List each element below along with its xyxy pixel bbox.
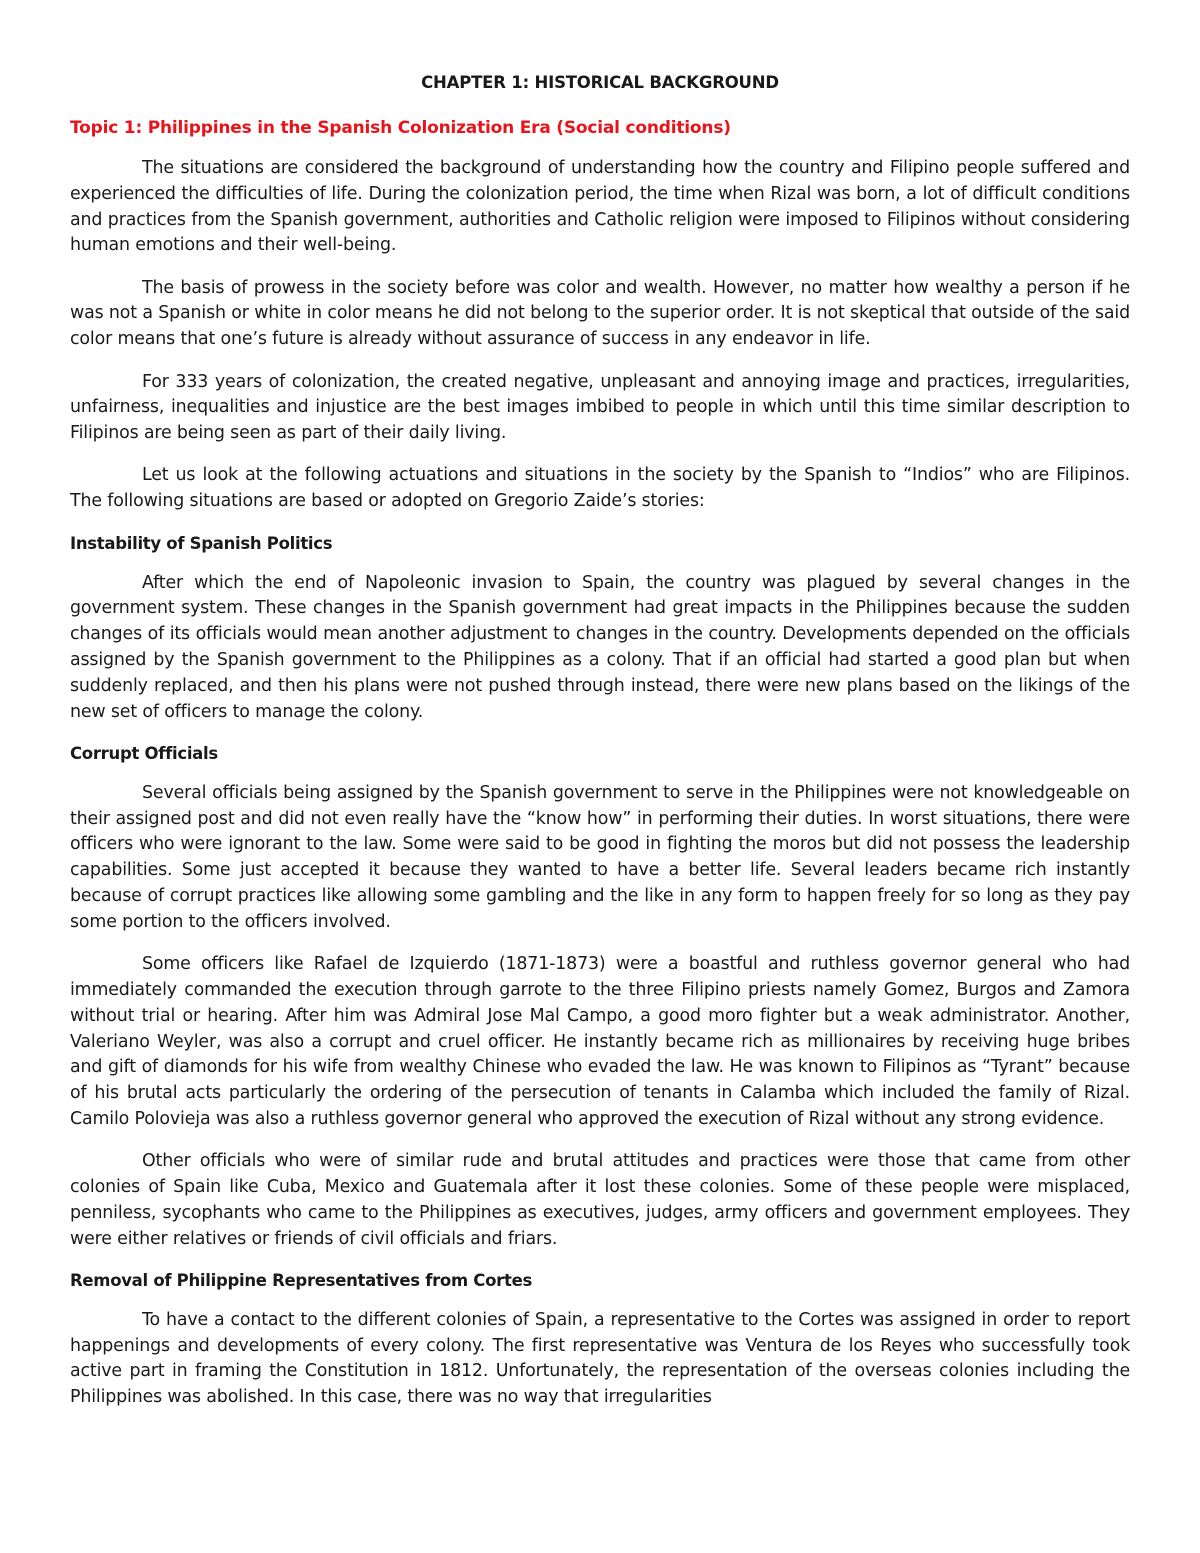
- intro-paragraph: For 333 years of colonization, the created negative, unpleasant and annoying image and practices, irregularities, unfairness, inequalities and injustice are the best images imbibed to people in which until this time similar description to Filipinos are being seen as part of their daily living.: [70, 371, 1130, 444]
- intro-paragraph: Let us look at the following actuations and situations in the society by the Spanish to “Indios” who are Filipinos. The following situations are based or adopted on Gregorio Zaide’s stories:: [70, 465, 1130, 512]
- section-heading-removal-representatives: Removal of Philippine Representatives from Cortes: [70, 1270, 532, 1290]
- section-paragraph: Other officials who were of similar rude and brutal attitudes and practices were those that came from other colonies of Spain like Cuba, Mexico and Guatemala after it lost these colonies. Some of these people were misplaced, penniless, sycophants who came to the Philippines as executives, judges, army officers and government employees. They were either relatives or friends of civil officials and friars.: [70, 1151, 1130, 1249]
- document-page: [70, 70, 1130, 1428]
- section-heading-corrupt-officials: Corrupt Officials: [70, 743, 218, 763]
- topic-title: Topic 1: Philippines in the Spanish Colonization Era (Social conditions): [70, 118, 731, 138]
- section-heading-instability: Instability of Spanish Politics: [70, 533, 333, 553]
- section-paragraph: Several officials being assigned by the Spanish government to serve in the Philippines were not knowledgeable on their assigned post and did not even really have the “know how” in performing their duties. In worst situations, there were officers who were ignorant to the law. Some were said to be good in fighting the moros but did not possess the leadership capabilities. Some just accepted it because they wanted to have a better life. Several leaders became rich instantly because of corrupt practices like allowing some gambling and the like in any form to happen freely for so long as they pay some portion to the officers involved.: [70, 782, 1130, 932]
- chapter-title: CHAPTER 1: HISTORICAL BACKGROUND: [421, 73, 779, 92]
- intro-paragraph: The basis of prowess in the society before was color and wealth. However, no matter how wealthy a person if he was not a Spanish or white in color means he did not belong to the superior order. It is not skeptical that outside of the said color means that one’s future is already without assurance of success in any endeavor in life.: [70, 277, 1130, 350]
- intro-paragraph: The situations are considered the background of understanding how the country and Filipino people suffered and experienced the difficulties of life. During the colonization period, the time when Rizal was born, a lot of difficult conditions and practices from the Spanish government, authorities and Catholic religion were imposed to Filipinos without considering human emotions and their well-being.: [70, 158, 1130, 256]
- section-paragraph: After which the end of Napoleonic invasion to Spain, the country was plagued by several changes in the government system. These changes in the Spanish government had great impacts in the Philippines because the sudden changes of its officials would mean another adjustment to changes in the country. Developments depended on the officials assigned by the Spanish government to the Philippines as a colony. That if an official had started a good plan but when suddenly replaced, and then his plans were not pushed through instead, there were new plans based on the likings of the new set of officers to manage the colony.: [70, 572, 1130, 722]
- section-paragraph: Some officers like Rafael de Izquierdo (1871-1873) were a boastful and ruthless governor general who had immediately commanded the execution through garrote to the three Filipino priests namely Gomez, Burgos and Zamora without trial or hearing. After him was Admiral Jose Mal Campo, a good moro fighter but a weak administrator. Another, Valeriano Weyler, was also a corrupt and cruel officer. He instantly became rich as millionaires by receiving huge bribes and gift of diamonds for his wife from wealthy Chinese who evaded the law. He was known to Filipinos as “Tyrant” because of his brutal acts particularly the ordering of the persecution of tenants in Calamba which included the family of Rizal. Camilo Polovieja was also a ruthless governor general who approved the execution of Rizal without any strong evidence.: [70, 954, 1130, 1129]
- section-paragraph: To have a contact to the different colonies of Spain, a representative to the Cortes was assigned in order to report happenings and developments of every colony. The first representative was Ventura de los Reyes who successfully took active part in framing the Constitution in 1812. Unfortunately, the representation of the overseas colonies including the Philippines was abolished. In this case, there was no way that irregularities: [70, 1309, 1130, 1408]
